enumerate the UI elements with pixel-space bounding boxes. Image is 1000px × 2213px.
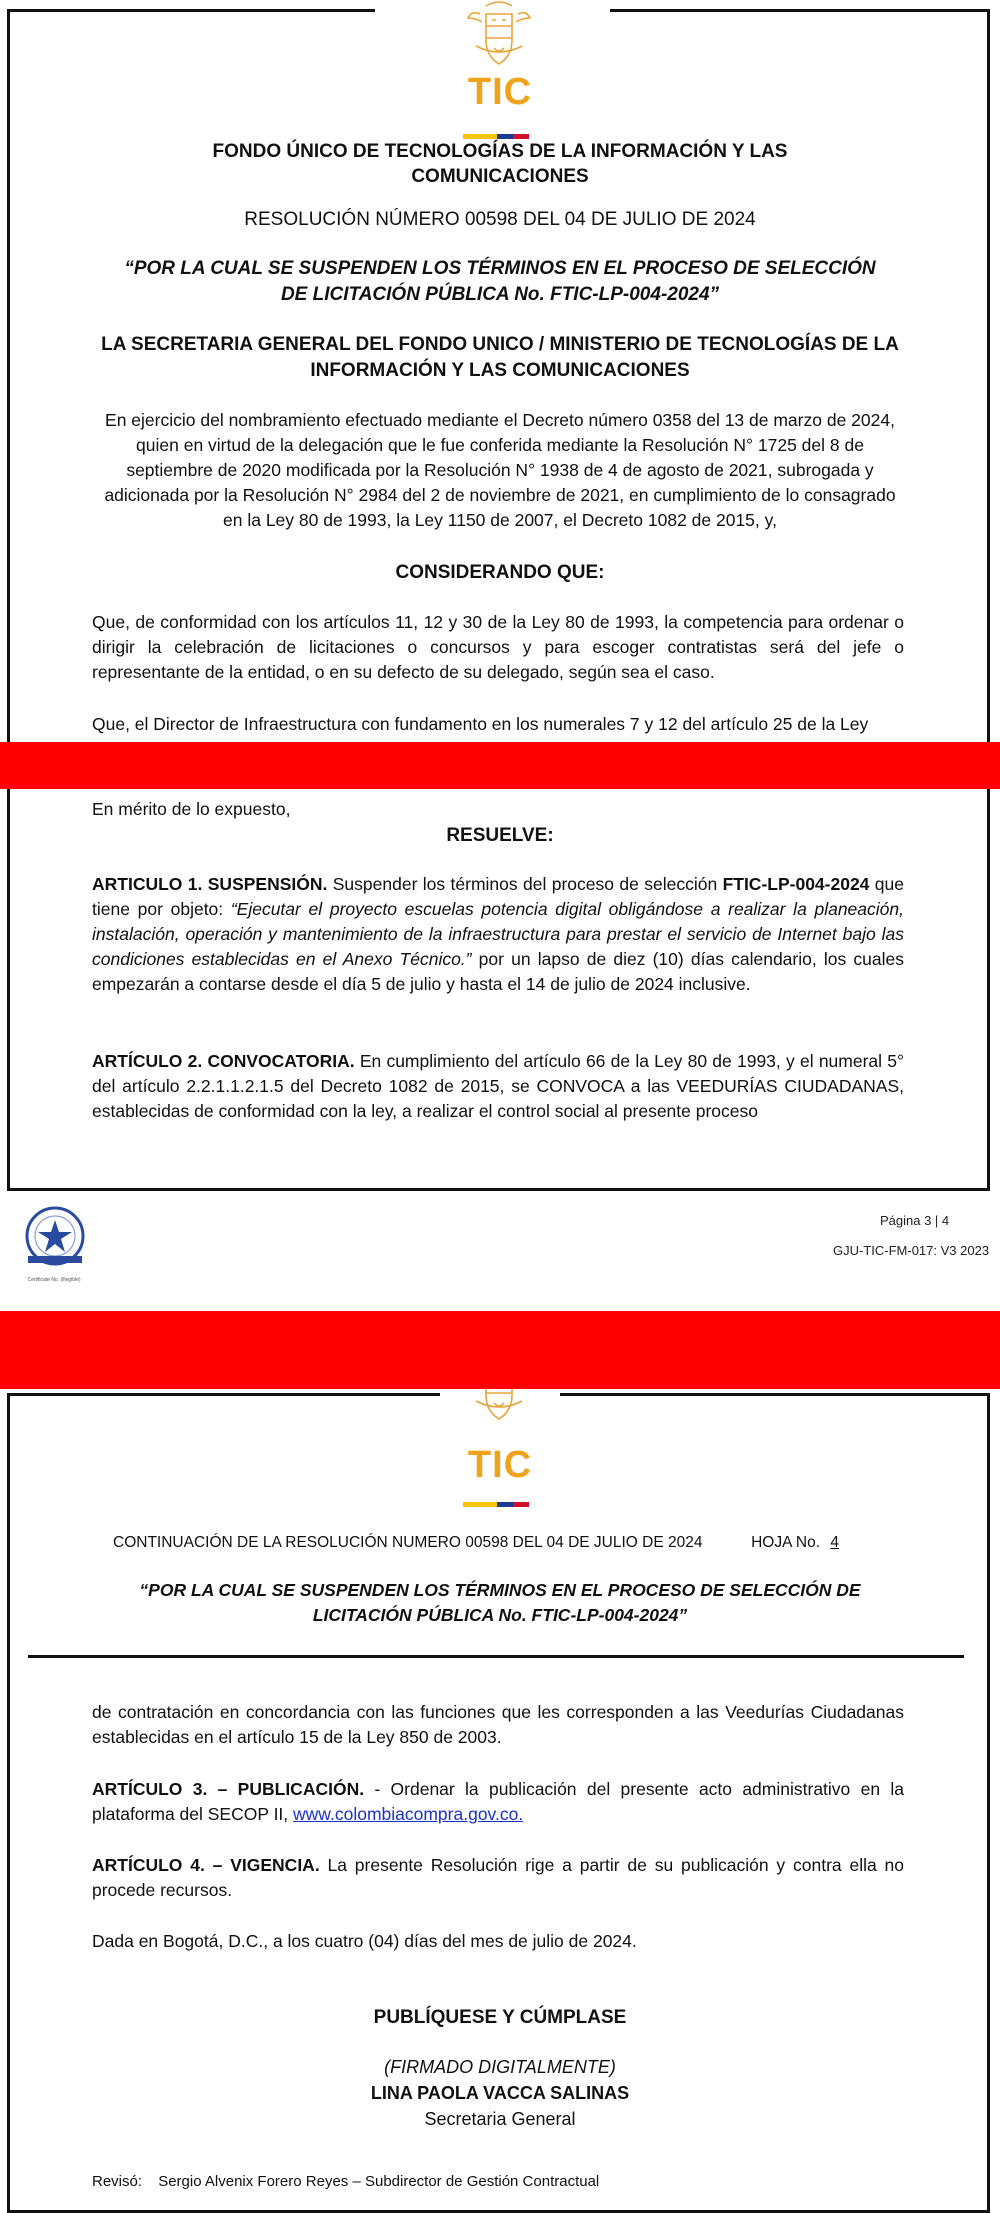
redaction-bar (0, 742, 1000, 789)
resolution-subject: “POR LA CUAL SE SUSPENDEN LOS TÉRMINOS EN EL PROCESO DE SELECCIÓN DE LICITACIÓN PÚBLICA No. FTIC-LP-004-2024” (139, 1580, 861, 1625)
resolution-subject: “POR LA CUAL SE SUSPENDEN LOS TÉRMINOS EN EL PROCESO DE SELECCIÓN DE LICITACIÓN PÚBLICA No. FTIC-LP-004-2024” (124, 258, 876, 305)
article-1-object: “Ejecutar el proyecto escuelas potencia digital obligándose a realizar la planeación, instalación, operación y mantenimiento de la infraestructura para prestar el servicio de Internet bajo las condiciones establecidas en el Anexo Técnico.” (92, 899, 904, 969)
continuation-header (113, 1532, 913, 1554)
signer-role: Secretaria General (424, 2109, 576, 2129)
continuation-paragraph: de contratación en concordancia con las funciones que les corresponden a las Veedurías Ciudadanas establecidas en el artículo 15 de la Ley 850 de 2003. (92, 1702, 904, 1747)
considerando-paragraph-1: Que, de conformidad con los artículos 11, 12 y 30 de la Ley 80 de 1993, la competencia para ordenar o dirigir la celebración de licitaciones o concursos y para escoger contratistas será del jefe o representante de la entidad, o en su defecto de su delegado, según sea el caso. (92, 612, 904, 682)
preamble-paragraph: En ejercicio del nombramiento efectuado mediante el Decreto número 0358 del 13 de marzo de 2024, quien en virtud de la delegación que le fue conferida mediante la Resolución N° 1725 del 8 de septiembre de 2020 modificada por la Resolución N° 1938 de 4 de agosto de 2021, subrogada y adicionada por la Resolución N° 2984 del 2 de noviembre de 2021, en cumplimiento de lo consagrado en la Ley 80 de 1993, la Ley 1150 de 2007, el Decreto 1082 de 2015, y, (104, 410, 896, 530)
article-1-text-c: por un lapso de diez (10) días calendario, los cuales empezarán a contarse desde el día 5 de julio y hasta el 14 de julio de 2024 inclusive. (92, 949, 904, 994)
redaction-bar (0, 1311, 1000, 1389)
form-code: GJU-TIC-FM-017: V3 2023 (833, 1243, 990, 1258)
considerando-paragraph-2: Que, el Director de Infraestructura con fundamento en los numerales 7 y 12 del artículo 25 de la Ley (92, 714, 869, 734)
publiquese-heading: PUBLÍQUESE Y CÚMPLASE (373, 2007, 627, 2028)
article-1-text-a: Suspender los términos del proceso de selección (327, 874, 723, 894)
article-2-paragraph (92, 1049, 904, 1124)
reviewer-name: Sergio Alvenix Forero Reyes – Subdirector de Gestión Contractual (158, 2173, 600, 2190)
header-rule (28, 1655, 964, 1658)
entity-title: FONDO ÚNICO DE TECNOLOGÍAS DE LA INFORMACIÓN Y LAS COMUNICACIONES (212, 141, 788, 187)
hoja-label: HOJA No. (751, 1534, 821, 1551)
reviewer-label: Revisó: (92, 2173, 143, 2190)
article-4-text: La presente Resolución rige a partir de su publicación y contra ella no procede recursos. (92, 1855, 904, 1900)
tic-logo-text: TIC (467, 71, 533, 113)
issuing-authority: LA SECRETARIA GENERAL DEL FONDO UNICO / MINISTERIO DE TECNOLOGÍAS DE LA INFORMACIÓN Y LAS COMUNICACIONES (101, 334, 899, 381)
page-number: Página 3 | 4 (880, 1213, 950, 1228)
article-4-paragraph (92, 1853, 904, 1903)
signer-name: LINA PAOLA VACCA SALINAS (370, 2083, 630, 2103)
considerando-heading: CONSIDERANDO QUE: (395, 562, 605, 583)
continuation-text: CONTINUACIÓN DE LA RESOLUCIÓN NUMERO 00598 DEL 04 DE JULIO DE 2024 (113, 1534, 703, 1551)
resolution-number: RESOLUCIÓN NÚMERO 00598 DEL 04 DE JULIO DE 2024 (244, 209, 756, 230)
digitally-signed-note: (FIRMADO DIGITALMENTE) (384, 2057, 616, 2077)
article-2-title: ARTÍCULO 2. CONVOCATORIA. (92, 1051, 355, 1071)
article-1-paragraph (92, 872, 904, 997)
article-3-paragraph (92, 1777, 904, 1827)
article-2-text: En cumplimiento del artículo 66 de la Ley 80 de 1993, y el numeral 5° del artículo 2.2.1.1.2.1.5 del Decreto 1082 de 2015, se CONVOCA a las VEEDURÍAS CIUDADANAS, establecidas de conformidad con la ley, a realizar el control social al presente proceso (92, 1051, 904, 1121)
certification-seal-icon (20, 1206, 90, 1280)
article-1-text-b: que tiene por objeto: (92, 874, 904, 919)
certificate-label: Certificate No. (illegible) (27, 1277, 81, 1283)
reviewer-line (92, 2172, 942, 2192)
article-4-title: ARTÍCULO 4. – VIGENCIA. (92, 1855, 320, 1875)
article-3-title: ARTÍCULO 3. – PUBLICACIÓN. (92, 1779, 365, 1799)
article-3-text: - Ordenar la publicación del presente acto administrativo en la plataforma del SECOP II, (92, 1779, 905, 1824)
secop-link[interactable]: www.colombiacompra.gov.co. (293, 1804, 524, 1824)
colombia-coat-of-arms-icon (466, 0, 532, 70)
colombia-flag-stripe (463, 1502, 529, 1507)
merito-text: En mérito de lo expuesto, (92, 799, 291, 819)
process-code: FTIC-LP-004-2024 (722, 874, 870, 894)
date-place-text: Dada en Bogotá, D.C., a los cuatro (04) días del mes de julio de 2024. (92, 1931, 637, 1951)
resuelve-heading: RESUELVE: (446, 825, 554, 846)
colombia-coat-of-arms-icon (466, 1389, 532, 1425)
tic-logo-text: TIC (467, 1444, 533, 1486)
article-1-title: ARTICULO 1. SUSPENSIÓN. (92, 874, 328, 894)
hoja-number: 4 (830, 1534, 839, 1551)
